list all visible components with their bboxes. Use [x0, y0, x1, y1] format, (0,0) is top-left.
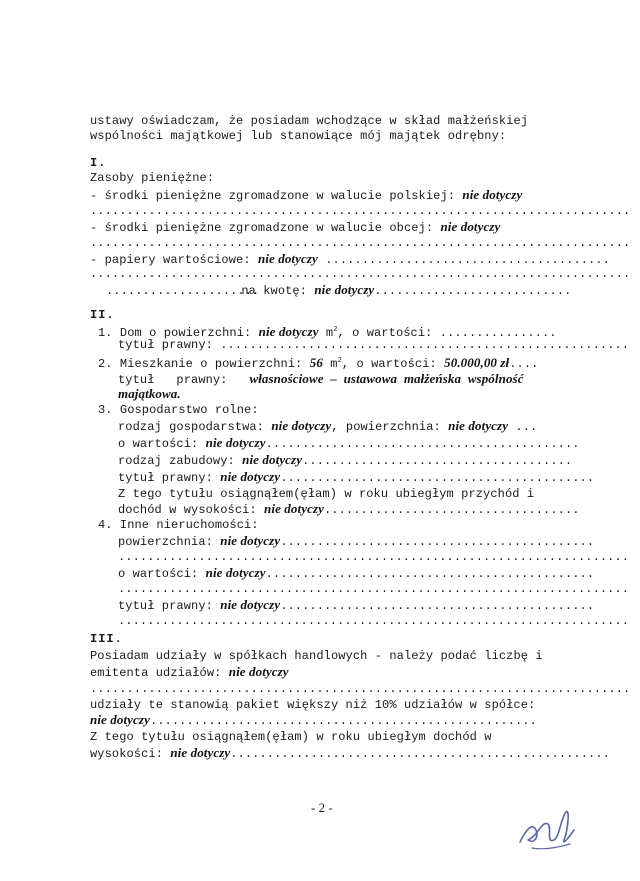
cash-foreign-label: - środki pieniężne zgromadzone w walucie obcej:	[90, 221, 434, 235]
shares-pakiet-label: udziały te stanowią pakiet większy niż 10% udziałów w spółce:	[90, 698, 536, 712]
other-area-label: powierzchnia:	[118, 535, 213, 549]
flat-value: 50.000,00 zł	[444, 355, 510, 370]
dotted-line: ..........................................................................	[90, 267, 631, 281]
flat-title-row-2	[118, 387, 181, 402]
intro-line-2: wspólności majątkowej lub stanowiące mój majątek odrębny:	[90, 129, 507, 143]
cash-title: Zasoby pieniężne:	[90, 171, 215, 185]
shares-income-line-1: Z tego tytułu osiągnąłem(ęłam) w roku ubiegłym dochód w	[90, 730, 492, 744]
house-area-value: nie dotyczy	[258, 324, 319, 339]
flat-area-value: 56	[309, 355, 323, 370]
cash-foreign-value: nie dotyczy	[440, 219, 501, 234]
cash-foreign-row	[90, 220, 500, 235]
flat-row: 2. Mieszkanie o powierzchni: 56 $m^2$, o wartości: 50.000,00 zł....	[98, 355, 539, 371]
farm-value-label: o wartości:	[118, 437, 199, 451]
cash-pln-value: nie dotyczy	[462, 187, 523, 202]
cash-pln-row	[90, 188, 522, 203]
dotted-line: ......................................................................	[118, 550, 630, 564]
farm-income-line-1: Z tego tytułu osiągnąłem(ęłam) w roku ubiegłym przychód i	[118, 487, 535, 501]
farm-type-row: rodzaj gospodarstwa: nie dotyczy, powierzchnia: nie dotyczy ...	[118, 418, 538, 434]
shares-income-label: wysokości:	[90, 747, 164, 761]
farm-buildings-value: nie dotyczy	[242, 452, 303, 467]
farm-income-value: nie dotyczy	[264, 501, 324, 516]
section-1-heading: I.	[90, 156, 107, 170]
section-2-heading: II.	[90, 308, 115, 322]
farm-type-label: rodzaj gospodarstwa:	[118, 420, 265, 434]
flat-value-label: , o wartości:	[341, 357, 437, 371]
farm-buildings-label: rodzaj zabudowy:	[118, 454, 235, 468]
other-area-row: powierzchnia: nie dotyczy...........................................	[118, 533, 595, 549]
flat-label: 2. Mieszkanie o powierzchni:	[98, 357, 303, 371]
farm-buildings-row: rodzaj zabudowy: nie dotyczy.....................................	[118, 452, 573, 468]
other-area-value: nie dotyczy	[220, 533, 281, 548]
other-title-value: nie dotyczy	[220, 597, 281, 612]
farm-type-value: nie dotyczy	[271, 418, 332, 433]
house-label: 1. Dom o powierzchni:	[98, 326, 252, 340]
securities-row: - papiery wartościowe: nie dotyczy .......................................	[90, 251, 610, 267]
farm-label: 3. Gospodarstwo rolne:	[98, 403, 259, 417]
shares-row	[90, 665, 289, 680]
farm-title-row: tytuł prawny: nie dotyczy...........................................	[118, 469, 595, 485]
other-title-row: tytuł prawny: nie dotyczy...........................................	[118, 597, 595, 613]
flat-title-value-cont: majątkowa.	[118, 386, 181, 401]
cash-pln-label: - środki pieniężne zgromadzone w walucie polskiej:	[90, 189, 456, 203]
farm-income-row: dochód w wysokości: nie dotyczy...................................	[118, 501, 580, 517]
other-value-label: o wartości:	[118, 567, 199, 581]
intro-line-1: ustawy oświadczam, że posiadam wchodzące w skład małżeńskiej	[90, 114, 529, 128]
signature-image	[512, 800, 582, 860]
house-title-row: tytuł prawny: ........................................................	[118, 338, 630, 352]
other-value-row: o wartości: nie dotyczy.............................................	[118, 565, 595, 581]
flat-title-label: tytuł prawny:	[118, 373, 228, 387]
shares-income-row: wysokości: nie dotyczy....................................................	[90, 745, 610, 761]
farm-area-label: , powierzchnia:	[331, 420, 441, 434]
other-title-label: tytuł prawny:	[118, 599, 213, 613]
farm-value-row: o wartości: nie dotyczy...........................................	[118, 435, 580, 451]
other-value-value: nie dotyczy	[205, 565, 266, 580]
section-3-heading: III.	[90, 632, 123, 646]
shares-label: emitenta udziałów:	[90, 666, 222, 680]
farm-title-label: tytuł prawny:	[118, 471, 213, 485]
shares-income-value: nie dotyczy	[170, 745, 231, 760]
house-title-label: tytuł prawny:	[118, 338, 213, 352]
securities-label: - papiery wartościowe:	[90, 253, 251, 267]
dotted-line: ......................................................................	[118, 614, 630, 628]
house-value-label: , o wartości:	[337, 326, 433, 340]
shares-pakiet-row: nie dotyczy.....................................................	[90, 712, 537, 728]
shares-pakiet-value: nie dotyczy	[90, 712, 150, 727]
farm-title-value: nie dotyczy	[220, 469, 281, 484]
securities-value: nie dotyczy	[257, 251, 318, 266]
shares-value: nie dotyczy	[228, 664, 289, 679]
farm-value-value: nie dotyczy	[205, 435, 266, 450]
shares-line-1: Posiadam udziały w spółkach handlowych - należy podać liczbę i	[90, 649, 543, 663]
other-label: 4. Inne nieruchomości:	[98, 518, 259, 532]
farm-income-label: dochód w wysokości:	[118, 503, 257, 517]
dotted-line: ..........................................................................	[90, 204, 631, 218]
dotted-line: ......................................................................	[118, 582, 630, 596]
securities-amount-label: na kwotę:	[241, 284, 308, 298]
farm-area-value: nie dotyczy	[448, 418, 509, 433]
flat-title-row	[118, 372, 524, 387]
house-row: 1. Dom o powierzchni: nie dotyczy $m^2$, o wartości: ................	[98, 324, 557, 340]
dotted-line: ..........................................................................	[90, 682, 631, 696]
securities-amount-row: ..................... na kwotę: nie dotyczy...........................	[106, 282, 572, 298]
securities-amount-value: nie dotyczy	[314, 282, 375, 297]
dotted-line: ..........................................................................	[90, 236, 631, 250]
page-number: - 2 -	[311, 800, 333, 815]
flat-title-value: własnościowe – ustawowa małżeńska wspólność	[249, 371, 524, 386]
